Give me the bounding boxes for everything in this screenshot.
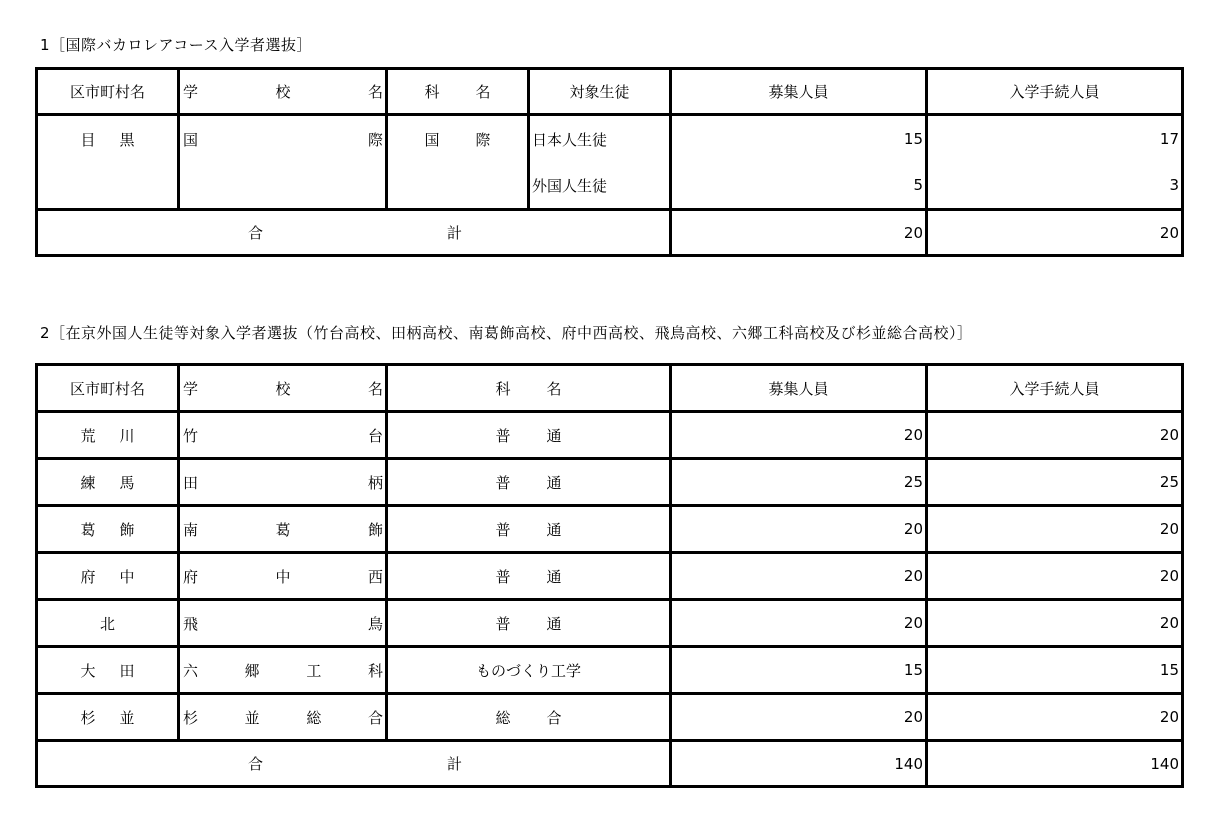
course-char: 普 [495, 520, 511, 539]
capacity-cell: 20 [671, 600, 927, 647]
school-char: 南 [183, 520, 199, 539]
district-char: 杉 [80, 708, 96, 727]
school-char: 科 [367, 661, 383, 680]
district-cell [37, 553, 179, 600]
enrolled-japanese: 17 [1159, 130, 1179, 148]
total-label-char: 合 [248, 755, 264, 773]
school-cell [179, 553, 387, 600]
school-char: 郷 [244, 661, 260, 680]
course-char: 普 [495, 614, 511, 633]
district-cell [37, 115, 179, 210]
header-row [37, 365, 1183, 412]
capacity-cell [671, 115, 927, 210]
course-cell [387, 553, 671, 600]
school-char: 柄 [367, 473, 383, 492]
course-cell [387, 506, 671, 553]
header-school-char: 学 [183, 379, 199, 398]
header-school [179, 69, 387, 115]
course-cell [387, 115, 529, 210]
total-enrolled: 20 [927, 210, 1183, 256]
district-char: 練 [80, 473, 96, 492]
header-school-char: 校 [275, 379, 291, 398]
capacity-cell: 20 [671, 553, 927, 600]
school-cell [179, 694, 387, 741]
school-char: 中 [275, 567, 291, 586]
header-enrolled: 入学手続人員 [927, 365, 1183, 412]
total-row [37, 210, 1183, 256]
district-char: 黒 [119, 130, 135, 149]
course-char: 通 [546, 614, 562, 633]
school-cell [179, 115, 387, 210]
course-char: 国 [424, 130, 440, 149]
district-char: 並 [119, 708, 135, 727]
table-row [37, 459, 1183, 506]
course-char: 総 [495, 708, 511, 727]
district-char: 府 [80, 567, 96, 586]
enrolled-cell: 25 [927, 459, 1183, 506]
header-course-char: 名 [475, 83, 491, 101]
header-course [387, 365, 671, 412]
school-cell [179, 459, 387, 506]
school-char: 葛 [275, 520, 291, 539]
district-cell [37, 412, 179, 459]
header-school [179, 365, 387, 412]
district-char: 馬 [119, 473, 135, 492]
header-capacity: 募集人員 [671, 365, 927, 412]
school-char: 国 [183, 130, 199, 149]
capacity-cell: 20 [671, 412, 927, 459]
district-cell [37, 600, 179, 647]
district-char: 飾 [119, 520, 135, 539]
enrolled-cell: 15 [927, 647, 1183, 694]
school-char: 台 [367, 426, 383, 445]
header-course-char: 科 [424, 83, 440, 101]
table-row [37, 600, 1183, 647]
district-cell [37, 506, 179, 553]
header-school-char: 校 [275, 83, 291, 101]
course-char: 通 [546, 567, 562, 586]
header-course-char: 名 [546, 379, 562, 398]
enrolled-cell [927, 115, 1183, 210]
district-cell [37, 459, 179, 506]
table-row [37, 647, 1183, 694]
course-char: ものづくり工学 [475, 661, 581, 680]
district-char: 葛 [80, 520, 96, 539]
header-target: 対象生徒 [529, 69, 671, 115]
course-cell [387, 647, 671, 694]
district-char: 川 [119, 426, 135, 445]
total-capacity: 140 [671, 741, 927, 787]
school-cell [179, 506, 387, 553]
course-char: 際 [475, 130, 491, 149]
district-cell [37, 647, 179, 694]
school-char: 飛 [183, 614, 199, 633]
enrolled-foreign: 3 [1169, 176, 1179, 194]
school-char: 工 [306, 661, 322, 680]
table-row [37, 506, 1183, 553]
total-capacity: 20 [671, 210, 927, 256]
school-cell [179, 412, 387, 459]
section2-caption: 2［在京外国人生徒等対象入学者選抜（竹台高校、田柄高校、南葛飾高校、府中西高校、飛鳥高校、六郷工科高校及び杉並総合高校）］ [40, 324, 973, 342]
ib-admissions-table [35, 67, 1184, 257]
total-row [37, 741, 1183, 787]
school-char: 府 [183, 567, 199, 586]
header-row [37, 69, 1183, 115]
capacity-cell: 25 [671, 459, 927, 506]
district-cell [37, 694, 179, 741]
course-char: 通 [546, 426, 562, 445]
enrolled-cell: 20 [927, 600, 1183, 647]
school-char: 飾 [367, 520, 383, 539]
school-cell [179, 600, 387, 647]
course-cell [387, 412, 671, 459]
header-capacity: 募集人員 [671, 69, 927, 115]
district-char: 目 [80, 130, 96, 149]
table-row [37, 115, 1183, 210]
district-char: 荒 [80, 426, 96, 445]
table-row [37, 412, 1183, 459]
target-japanese: 日本人生徒 [532, 130, 608, 149]
capacity-cell: 20 [671, 506, 927, 553]
total-label [37, 741, 671, 787]
enrolled-cell: 20 [927, 694, 1183, 741]
course-cell [387, 600, 671, 647]
header-enrolled: 入学手続人員 [927, 69, 1183, 115]
foreign-students-admissions-table [35, 363, 1184, 788]
course-char: 普 [495, 567, 511, 586]
school-char: 際 [367, 130, 383, 149]
capacity-foreign: 5 [913, 176, 923, 194]
table-row [37, 553, 1183, 600]
district-char: 田 [119, 661, 135, 680]
school-char: 六 [183, 661, 199, 680]
total-enrolled: 140 [927, 741, 1183, 787]
total-label-char: 計 [447, 224, 463, 242]
header-district: 区市町村名 [37, 365, 179, 412]
school-char: 田 [183, 473, 199, 492]
course-cell [387, 459, 671, 506]
course-char: 普 [495, 473, 511, 492]
header-school-char: 学 [183, 83, 199, 101]
school-cell [179, 647, 387, 694]
header-school-char: 名 [367, 379, 383, 398]
capacity-cell: 20 [671, 694, 927, 741]
school-char: 杉 [183, 708, 199, 727]
school-char: 鳥 [367, 614, 383, 633]
total-label-char: 合 [248, 224, 264, 242]
course-char: 普 [495, 426, 511, 445]
enrolled-cell: 20 [927, 412, 1183, 459]
district-char: 中 [119, 567, 135, 586]
course-char: 通 [546, 520, 562, 539]
section1-caption: 1［国際バカロレアコース入学者選抜］ [40, 36, 313, 54]
course-cell [387, 694, 671, 741]
target-cell [529, 115, 671, 210]
enrolled-cell: 20 [927, 553, 1183, 600]
enrolled-cell: 20 [927, 506, 1183, 553]
header-course [387, 69, 529, 115]
total-label-char: 計 [447, 755, 463, 773]
school-char: 並 [244, 708, 260, 727]
header-school-char: 名 [367, 83, 383, 101]
target-foreign: 外国人生徒 [532, 176, 608, 195]
capacity-japanese: 15 [903, 130, 923, 148]
table-row [37, 694, 1183, 741]
school-char: 総 [306, 708, 322, 727]
school-char: 竹 [183, 426, 199, 445]
school-char: 西 [367, 567, 383, 586]
district-char: 大 [80, 661, 96, 680]
capacity-cell: 15 [671, 647, 927, 694]
district-char: 北 [99, 614, 115, 633]
total-label [37, 210, 671, 256]
course-char: 通 [546, 473, 562, 492]
header-course-char: 科 [495, 379, 511, 398]
course-char: 合 [546, 708, 562, 727]
school-char: 合 [367, 708, 383, 727]
header-district: 区市町村名 [37, 69, 179, 115]
